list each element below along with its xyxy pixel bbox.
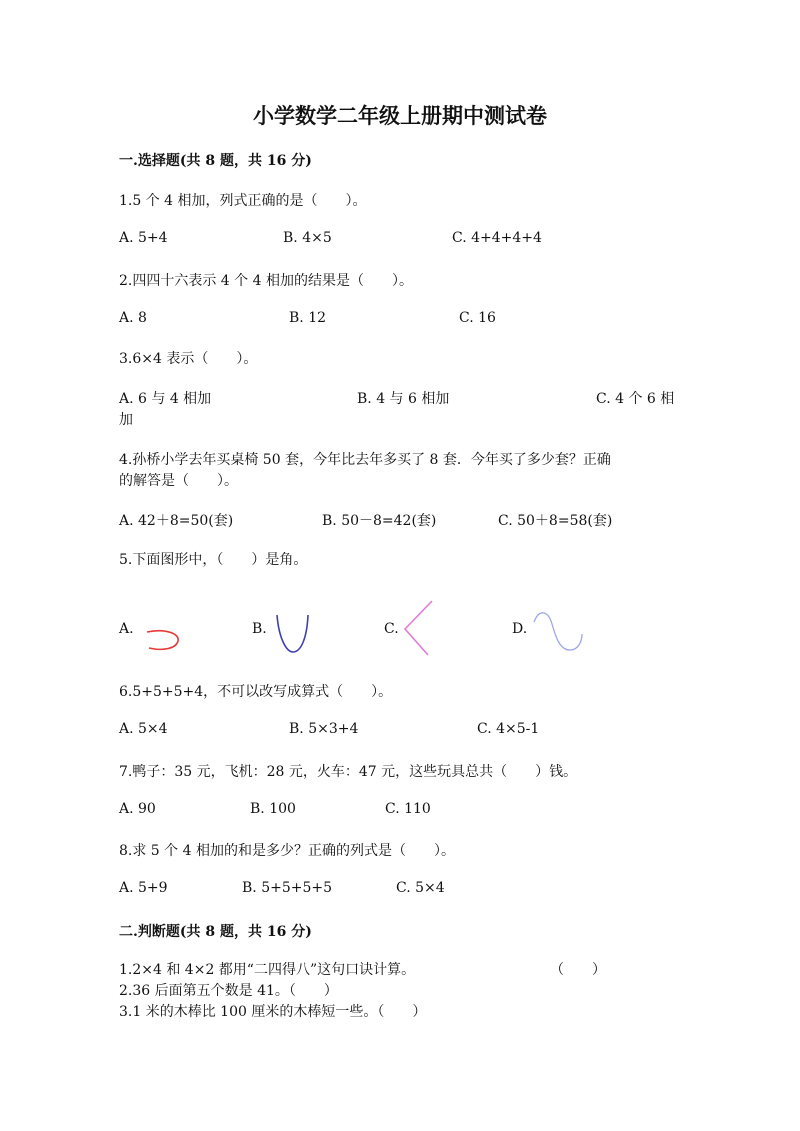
question-5-text: 5.下面图形中，（ ）是角。 [119,552,308,568]
judge-3-text: 3.1 米的木棒比 100 厘米的木棒短一些。（ ） [119,1004,427,1020]
question-4-text-line2: 的解答是（ ）。 [119,473,238,489]
question-7-option-a: A. 90 [119,801,156,817]
question-6-text: 6.5+5+5+4，不可以改写成算式（ ）。 [119,684,393,700]
question-3-option-c: C. 4 个 6 相 [596,391,675,407]
question-3-text: 3.6×4 表示（ ）。 [119,351,258,367]
section-heading-judgement: 二.判断题(共 8 题，共 16 分) [119,924,312,940]
question-1-option-b: B. 4×5 [283,230,332,246]
question-8-option-c: C. 5×4 [396,880,445,896]
question-8-text: 8.求 5 个 4 相加的和是多少？正确的列式是（ ）。 [119,843,455,859]
question-2-option-b: B. 12 [289,310,327,326]
figure-b-parabola [270,610,315,658]
question-3-option-a: A. 6 与 4 相加 [119,391,212,407]
question-1-option-c: C. 4+4+4+4 [452,230,542,246]
question-4-option-c: C. 50＋8=58(套) [498,513,613,529]
judge-1-blank: （ ） [550,962,606,978]
question-5-option-b: B. [252,621,267,637]
section-heading-choice: 一.选择题(共 8 题，共 16 分) [119,153,312,169]
question-7-option-b: B. 100 [250,801,296,817]
question-4-option-a: A. 42＋8=50(套) [119,513,234,529]
question-1-text: 1.5 个 4 相加，列式正确的是（ ）。 [119,193,367,209]
question-5-option-c: C. [384,621,399,637]
judge-2-text: 2.36 后面第五个数是 41。（ ） [119,983,338,999]
question-6-option-a: A. 5×4 [119,721,168,737]
question-3-option-b: B. 4 与 6 相加 [357,391,450,407]
question-8-option-a: A. 5+9 [119,880,168,896]
question-6-option-b: B. 5×3+4 [289,721,359,737]
question-8-option-b: B. 5+5+5+5 [242,880,333,896]
question-5-option-a: A. [119,621,134,637]
question-1-option-a: A. 5+4 [119,230,168,246]
question-2-option-c: C. 16 [459,310,496,326]
page-title: 小学数学二年级上册期中测试卷 [253,103,547,128]
question-2-text: 2.四四十六表示 4 个 4 相加的结果是（ ）。 [119,273,413,289]
question-3-option-c-wrap: 加 [119,412,133,428]
figure-c-angle [400,598,438,658]
question-7-text: 7.鸭子：35 元，飞机：28 元，火车：47 元，这些玩具总共（ ）钱。 [119,764,578,780]
question-4-option-b: B. 50－8=42(套) [322,513,437,529]
figure-a-curve [144,626,184,656]
question-6-option-c: C. 4×5-1 [477,721,540,737]
figure-d-wave [530,606,586,656]
question-7-option-c: C. 110 [385,801,431,817]
judge-1-text: 1.2×4 和 4×2 都用“二四得八”这句口诀计算。 [119,962,416,978]
question-4-text-line1: 4.孙桥小学去年买桌椅 50 套，今年比去年多买了 8 套．今年买了多少套？正确 [119,452,611,468]
question-5-option-d: D. [512,621,528,637]
question-2-option-a: A. 8 [119,310,147,326]
